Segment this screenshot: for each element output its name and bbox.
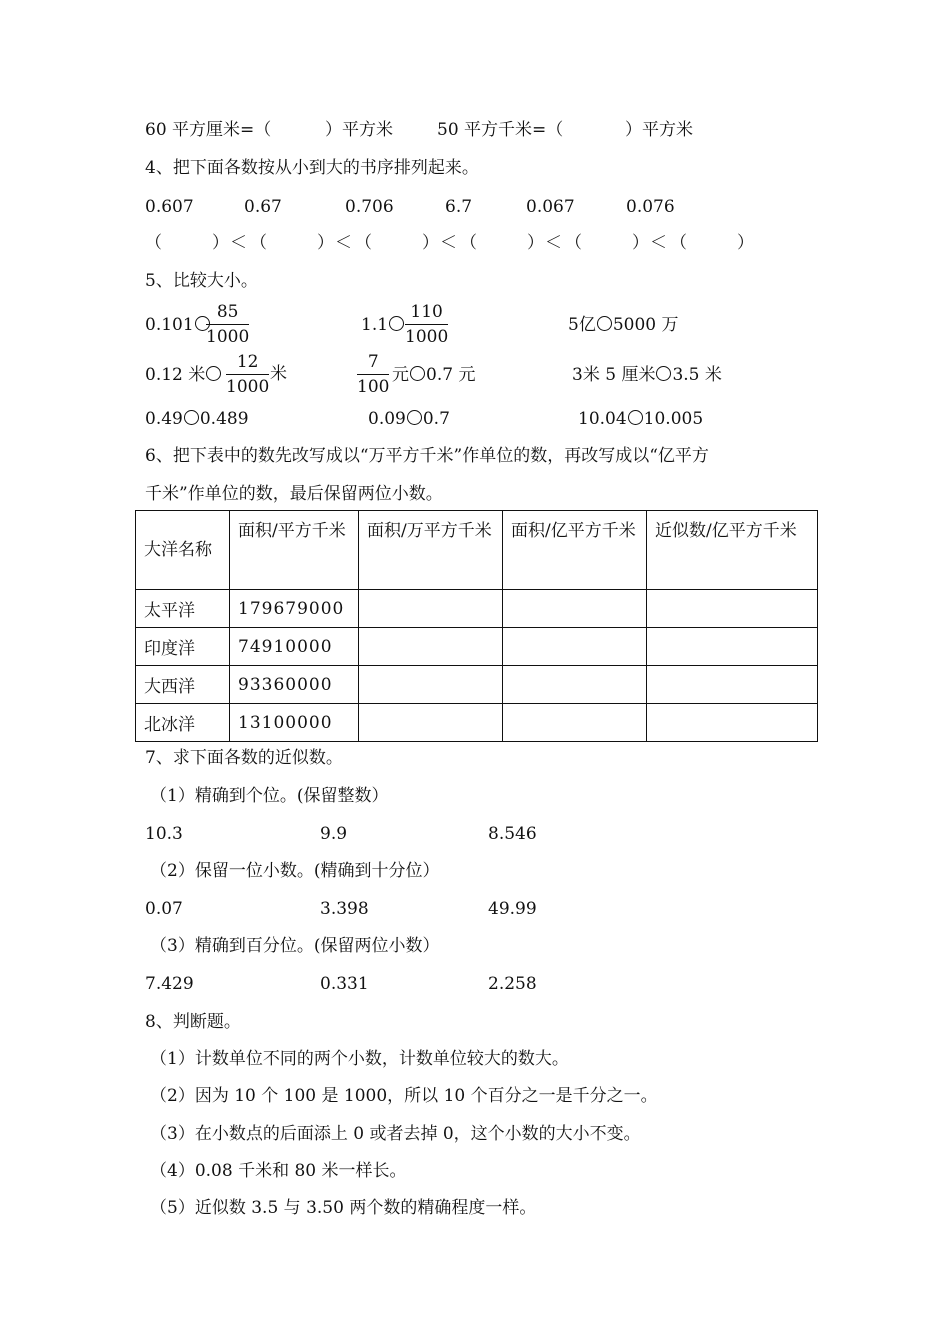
- q4-close-paren: ）: [212, 233, 229, 253]
- q4-number: 6.7: [445, 197, 473, 217]
- answer-cell[interactable]: [359, 590, 503, 628]
- q8-statement: （3）在小数点的后面添上 0 或者去掉 0，这个小数的大小不变。: [150, 1124, 641, 1144]
- ocean-name-cell: 北冰洋: [136, 704, 230, 742]
- q7-p1-value: 9.9: [320, 824, 348, 844]
- q4-open-paren: （: [670, 233, 687, 253]
- q5-r3a: 0.49 0.489: [145, 409, 249, 429]
- table-row: [136, 590, 818, 628]
- q5-r1b-left: 1.1: [361, 316, 405, 334]
- table-row: [136, 704, 818, 742]
- conv-area-cm-label: 60 平方厘米=（: [145, 120, 272, 140]
- q4-less-than: ＜: [335, 233, 352, 253]
- q7-title: 7、求下面各数的近似数。: [145, 748, 343, 768]
- q7-p3-value: 7.429: [145, 974, 194, 994]
- table-header-cell: 面积/亿平方千米: [503, 511, 647, 590]
- q4-open-paren: （: [145, 233, 162, 253]
- q5-r2a-fraction: [226, 354, 269, 396]
- q5-r2c: 3米 5 厘米 3.5 米: [572, 365, 722, 385]
- q5-title: 5、比较大小。: [145, 271, 258, 291]
- table-row: [136, 666, 818, 704]
- q4-number: 0.607: [145, 197, 194, 217]
- ocean-name-cell: 印度洋: [136, 628, 230, 666]
- area-km2-cell: 93360000: [230, 666, 359, 704]
- fraction-numerator: 110: [405, 304, 448, 325]
- q4-close-paren: ）: [422, 233, 439, 253]
- q7-p2-value: 49.99: [488, 899, 537, 919]
- answer-cell[interactable]: [647, 628, 818, 666]
- q6-title-line2: 千米”作单位的数，最后保留两位小数。: [145, 484, 443, 504]
- compare-circle[interactable]: [597, 316, 612, 331]
- table-header-row: [136, 511, 818, 590]
- q5-r3c: 10.04 10.005: [578, 409, 704, 429]
- q4-close-paren: ）: [527, 233, 544, 253]
- q7-part3: （3）精确到百分位。(保留两位小数）: [150, 936, 440, 956]
- q8-statement: （5）近似数 3.5 与 3.50 两个数的精确程度一样。: [150, 1198, 537, 1218]
- q5-r1b-fraction: [405, 304, 448, 346]
- fraction-denominator: 1000: [226, 377, 270, 397]
- q5-r2b-right: 元 0.7 元: [392, 365, 476, 385]
- compare-circle[interactable]: [410, 366, 425, 381]
- q7-p1-value: 10.3: [145, 824, 183, 844]
- answer-cell[interactable]: [503, 666, 647, 704]
- answer-cell[interactable]: [359, 666, 503, 704]
- table-header-cell: 面积/万平方千米: [359, 511, 503, 590]
- q4-title: 4、把下面各数按从小到大的书序排列起来。: [145, 158, 479, 178]
- q6-title-line1: 6、把下表中的数先改写成以“万平方千米”作单位的数，再改写成以“亿平方: [145, 446, 709, 466]
- table-header-cell: 大洋名称: [136, 511, 230, 590]
- answer-cell[interactable]: [647, 666, 818, 704]
- compare-circle[interactable]: [184, 410, 199, 425]
- fraction-denominator: 1000: [405, 327, 449, 347]
- q4-less-than: ＜: [650, 233, 667, 253]
- area-km2-cell: 74910000: [230, 628, 359, 666]
- q7-part1: （1）精确到个位。(保留整数）: [150, 786, 389, 806]
- compare-circle[interactable]: [628, 410, 643, 425]
- q5-r3b: 0.09 0.7: [368, 409, 450, 429]
- ocean-name-cell: 太平洋: [136, 590, 230, 628]
- q4-number: 0.067: [526, 197, 575, 217]
- q8-statement: （2）因为 10 个 100 是 1000，所以 10 个百分之一是千分之一。: [150, 1086, 658, 1106]
- answer-cell[interactable]: [359, 628, 503, 666]
- ocean-name-cell: 大西洋: [136, 666, 230, 704]
- conv-area-km-end: ）平方米: [625, 120, 693, 140]
- answer-cell[interactable]: [359, 704, 503, 742]
- q4-close-paren: ）: [317, 233, 334, 253]
- area-km2-cell: 179679000: [230, 590, 359, 628]
- q7-p2-value: 3.398: [320, 899, 369, 919]
- q4-number: 0.706: [345, 197, 394, 217]
- answer-cell[interactable]: [503, 704, 647, 742]
- q4-less-than: ＜: [545, 233, 562, 253]
- fraction-numerator: 12: [226, 354, 269, 375]
- answer-cell[interactable]: [503, 628, 647, 666]
- q7-p3-value: 0.331: [320, 974, 369, 994]
- q7-p2-value: 0.07: [145, 899, 183, 919]
- compare-circle[interactable]: [389, 316, 404, 331]
- answer-cell[interactable]: [503, 590, 647, 628]
- q4-less-than: ＜: [440, 233, 457, 253]
- q4-open-paren: （: [355, 233, 372, 253]
- q5-r2a-left: 0.12 米: [145, 366, 222, 384]
- q5-r2a-unit: 米: [270, 364, 287, 384]
- table-header-cell: 面积/平方千米: [230, 511, 359, 590]
- q4-open-paren: （: [460, 233, 477, 253]
- fraction-numerator: 7: [357, 354, 389, 375]
- q4-open-paren: （: [250, 233, 267, 253]
- q4-close-paren: ）: [737, 233, 754, 253]
- q5-r1c: 5亿 5000 万: [568, 315, 679, 335]
- fraction-denominator: 100: [357, 377, 390, 397]
- compare-circle[interactable]: [407, 410, 422, 425]
- q4-open-paren: （: [565, 233, 582, 253]
- ocean-area-table: [135, 510, 818, 742]
- q4-less-than: ＜: [230, 233, 247, 253]
- q8-title: 8、判断题。: [145, 1012, 241, 1032]
- q5-r1a-left: 0.101: [145, 316, 211, 334]
- q8-statement: （1）计数单位不同的两个小数，计数单位较大的数大。: [150, 1049, 569, 1069]
- compare-circle[interactable]: [206, 366, 221, 381]
- area-km2-cell: 13100000: [230, 704, 359, 742]
- q5-r1a-fraction: [206, 304, 249, 346]
- q7-p3-value: 2.258: [488, 974, 537, 994]
- conv-area-cm-end: ）平方米: [325, 120, 393, 140]
- table-row: [136, 628, 818, 666]
- fraction-numerator: 85: [206, 304, 249, 325]
- answer-cell[interactable]: [647, 590, 818, 628]
- q4-number: 0.076: [626, 197, 675, 217]
- q8-statement: （4）0.08 千米和 80 米一样长。: [150, 1161, 407, 1181]
- fraction-denominator: 1000: [206, 327, 250, 347]
- table-header-cell: 近似数/亿平方千米: [647, 511, 818, 590]
- q5-r2b-fraction: [357, 354, 389, 396]
- q7-p1-value: 8.546: [488, 824, 537, 844]
- answer-cell[interactable]: [647, 704, 818, 742]
- q7-part2: （2）保留一位小数。(精确到十分位）: [150, 861, 440, 881]
- q4-close-paren: ）: [632, 233, 649, 253]
- conv-area-km-label: 50 平方千米=（: [437, 120, 564, 140]
- compare-circle[interactable]: [656, 366, 671, 381]
- q4-number: 0.67: [244, 197, 282, 217]
